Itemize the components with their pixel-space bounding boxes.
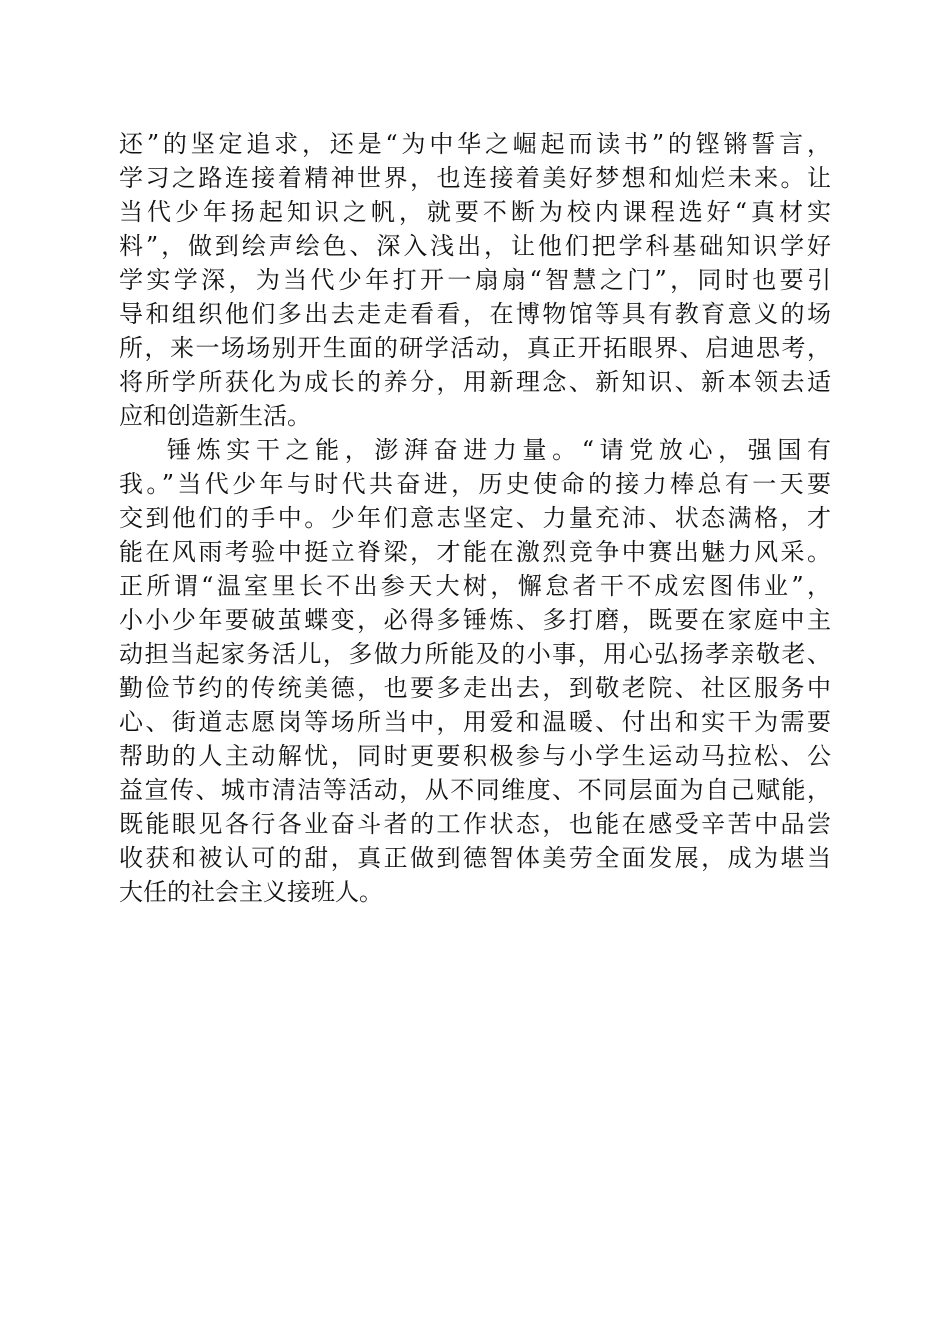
- text-line: 收获和被认可的甜，真正做到德智体美劳全面发展，成为堪当: [119, 844, 831, 872]
- paragraph-2: [119, 433, 831, 909]
- text-line: 小小少年要破茧蝶变，必得多锤炼、多打磨，既要在家庭中主: [119, 606, 831, 634]
- text-line: 能在风雨考验中挺立脊梁，才能在激烈竞争中赛出魅力风采。: [119, 538, 831, 566]
- text-line: 既能眼见各行各业奋斗者的工作状态，也能在感受辛苦中品尝: [119, 810, 831, 838]
- text-line: 当代少年扬起知识之帆，就要不断为校内课程选好“真材实: [119, 198, 831, 226]
- text-line: 还”的坚定追求，还是“为中华之崛起而读书”的铿锵誓言，: [119, 130, 831, 158]
- text-line: 大任的社会主义接班人。: [119, 878, 383, 906]
- text-line: 料”，做到绘声绘色、深入浅出，让他们把学科基础知识学好: [119, 232, 831, 260]
- text-line: 所，来一场场别开生面的研学活动，真正开拓眼界、启迪思考，: [119, 334, 831, 362]
- text-line: 应和创造新生活。: [119, 402, 311, 430]
- text-line: 锤炼实干之能，澎湃奋进力量。“请党放心，强国有: [167, 436, 831, 464]
- text-line: 学习之路连接着精神世界，也连接着美好梦想和灿烂未来。让: [119, 164, 831, 192]
- text-line: 正所谓“温室里长不出参天大树，懈怠者干不成宏图伟业”，: [119, 572, 831, 600]
- text-line: 益宣传、城市清洁等活动，从不同维度、不同层面为自己赋能，: [119, 776, 831, 804]
- text-line: 交到他们的手中。少年们意志坚定、力量充沛、状态满格，才: [119, 504, 831, 532]
- text-line: 我。”当代少年与时代共奋进，历史使命的接力棒总有一天要: [119, 470, 831, 498]
- body-text: [119, 127, 831, 909]
- text-line: 帮助的人主动解忧，同时更要积极参与小学生运动马拉松、公: [119, 742, 831, 770]
- text-line: 将所学所获化为成长的养分，用新理念、新知识、新本领去适: [119, 368, 831, 396]
- text-line: 学实学深，为当代少年打开一扇扇“智慧之门”，同时也要引: [119, 266, 831, 294]
- text-line: 心、街道志愿岗等场所当中，用爱和温暖、付出和实干为需要: [119, 708, 831, 736]
- text-line: 导和组织他们多出去走走看看，在博物馆等具有教育意义的场: [119, 300, 831, 328]
- text-line: 勤俭节约的传统美德，也要多走出去，到敬老院、社区服务中: [119, 674, 831, 702]
- paragraph-1: [119, 127, 831, 433]
- text-line: 动担当起家务活儿，多做力所能及的小事，用心弘扬孝亲敬老、: [119, 640, 831, 668]
